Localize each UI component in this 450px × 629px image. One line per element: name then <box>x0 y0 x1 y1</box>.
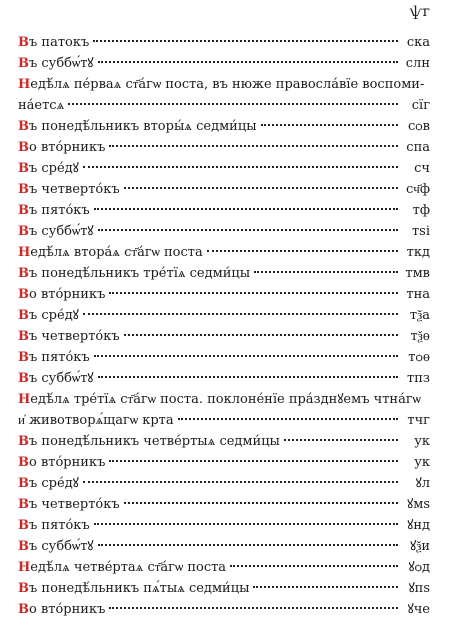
page-number: тчг <box>407 413 430 428</box>
dot-leader <box>83 481 398 483</box>
toc-entry <box>18 580 430 600</box>
entry-title-text: ъ понедѣ́льникъ тре́тїѧ седми́цы <box>29 266 251 281</box>
dot-leader <box>254 271 398 273</box>
entry-title-text: ъ патокъ <box>29 35 90 50</box>
entry-title <box>18 34 89 52</box>
toc-entry <box>18 160 430 180</box>
initial-letter: Н <box>18 245 31 260</box>
toc-entry <box>18 517 430 537</box>
toc-entry <box>18 265 430 285</box>
entry-title <box>18 601 105 619</box>
entry-title-text: едѣ́лѧ четве́ртаѧ ст҃а́гѡ поста <box>30 560 227 575</box>
page-number: тѕі <box>411 224 430 239</box>
initial-letter: В <box>18 203 29 218</box>
dot-leader <box>93 40 398 42</box>
dot-leader <box>94 523 398 525</box>
dot-leader <box>98 376 398 378</box>
entry-title <box>18 559 226 577</box>
toc-entry <box>18 223 430 243</box>
toc-entry-line <box>18 391 430 411</box>
entry-title <box>18 202 90 220</box>
entry-title <box>18 118 257 136</box>
initial-letter: Н <box>18 392 31 407</box>
entry-title <box>18 580 249 598</box>
initial-letter: В <box>18 371 29 386</box>
entry-title-text: ъ пято́къ <box>29 518 90 533</box>
entry-title-text: ъ пято́къ <box>29 203 90 218</box>
toc-entry <box>18 328 430 348</box>
table-of-contents <box>18 34 430 622</box>
initial-letter: В <box>18 518 29 533</box>
page-number: ꙋл <box>415 476 430 491</box>
toc-entry-line <box>18 76 430 96</box>
entry-title <box>18 223 94 241</box>
initial-letter: В <box>18 455 29 470</box>
page-number: ска <box>406 35 430 50</box>
toc-entry <box>18 538 430 558</box>
entry-title-continuation: на́етсѧ <box>18 98 65 113</box>
entry-title <box>18 433 280 451</box>
initial-letter: В <box>18 497 29 512</box>
page-number: ꙋѻд <box>408 560 430 575</box>
initial-letter: В <box>18 56 29 71</box>
entry-title <box>18 517 90 535</box>
entry-title-text: о вто́рникъ <box>29 287 106 302</box>
page-number: тна <box>406 287 430 302</box>
entry-title <box>18 307 79 325</box>
page-number: слн <box>405 56 430 71</box>
dot-leader <box>124 334 398 336</box>
page-number: тѯѳ <box>410 329 430 344</box>
page-number: ткд <box>406 245 430 260</box>
dot-leader <box>253 586 398 588</box>
initial-letter: В <box>18 119 29 134</box>
entry-title <box>18 181 120 199</box>
toc-entry <box>18 55 430 75</box>
entry-title-text: ъ сре́дꙋ <box>29 161 79 176</box>
dot-leader <box>284 439 398 441</box>
toc-entry <box>18 97 430 117</box>
initial-letter: В <box>18 476 29 491</box>
dot-leader <box>94 208 398 210</box>
entry-title <box>18 349 90 367</box>
entry-title-text: ъ сре́дꙋ <box>29 476 79 491</box>
page-number: ꙋмѕ <box>407 497 430 512</box>
page-number: ꙋпѕ <box>408 581 430 596</box>
entry-title-text: ъ понедѣ́льникъ вторы́ѧ седми́цы <box>29 119 257 134</box>
page-number: ꙋѯи <box>410 539 430 554</box>
toc-entry <box>18 139 430 159</box>
dot-leader <box>83 313 398 315</box>
entry-title-text: ъ суббѡ́тꙋ <box>29 224 94 239</box>
toc-entry <box>18 601 430 621</box>
entry-title <box>18 265 250 283</box>
entry-title <box>18 286 105 304</box>
dot-leader <box>98 61 398 63</box>
dot-leader <box>94 355 398 357</box>
initial-letter: В <box>18 140 29 155</box>
entry-title-text: о вто́рникъ <box>29 602 106 617</box>
initial-letter: В <box>18 308 29 323</box>
initial-letter: В <box>18 161 29 176</box>
entry-title-text: ъ понедѣ́льникъ четве́ртыѧ седми́цы <box>29 434 280 449</box>
toc-entry <box>18 118 430 138</box>
entry-title-text: ъ четверто́къ <box>29 497 120 512</box>
dot-leader <box>207 250 398 252</box>
entry-title-text: ъ понедѣ́льникъ пѧ́тыѧ седми́цы <box>29 581 250 596</box>
page-number: ꙋче <box>407 602 430 617</box>
toc-entry <box>18 412 430 432</box>
dot-leader <box>178 418 398 420</box>
initial-letter: Н <box>18 560 31 575</box>
entry-title: едѣ́лѧ пе́рваѧ ст҃а́гѡ поста, въ нюже правосла́вїе воспоми- <box>30 77 425 92</box>
initial-letter: В <box>18 581 29 596</box>
entry-title-text: о вто́рникъ <box>29 455 106 470</box>
initial-letter: В <box>18 224 29 239</box>
initial-letter: Н <box>18 77 31 92</box>
entry-title-text: ъ суббѡ́тꙋ <box>29 56 94 71</box>
page-number: сч <box>414 161 430 176</box>
dot-leader <box>261 124 398 126</box>
entry-title <box>18 538 94 556</box>
entry-title-text: ъ пято́къ <box>29 350 90 365</box>
initial-letter: В <box>18 539 29 554</box>
dot-leader <box>98 544 398 546</box>
entry-title-text: едѣ́лѧ втора́ѧ ст҃а́гѡ поста <box>30 245 203 260</box>
initial-letter: В <box>18 350 29 365</box>
toc-entry <box>18 370 430 390</box>
dot-leader <box>98 229 398 231</box>
toc-entry <box>18 34 430 54</box>
page-number: спа <box>406 140 430 155</box>
initial-letter: В <box>18 266 29 281</box>
initial-letter: В <box>18 329 29 344</box>
page-number: ꙋнд <box>407 518 430 533</box>
entry-title-text: о вто́рникъ <box>29 140 106 155</box>
toc-entry <box>18 496 430 516</box>
dot-leader <box>109 607 398 609</box>
entry-title-continuation: и҆ животворѧ́щагѡ крта <box>18 413 174 428</box>
toc-entry <box>18 244 430 264</box>
page-number: сѻв <box>408 119 430 134</box>
entry-title <box>18 496 120 514</box>
toc-entry <box>18 559 430 579</box>
entry-title <box>18 454 105 472</box>
entry-title-text: ъ четверто́къ <box>29 329 120 344</box>
page-number: тпз <box>407 371 430 386</box>
page-folio: ѱг <box>410 4 430 20</box>
toc-entry <box>18 307 430 327</box>
entry-title <box>18 55 94 73</box>
dot-leader <box>109 145 398 147</box>
toc-entry <box>18 286 430 306</box>
entry-title: едѣ́лѧ тре́тїѧ ст҃а́гѡ поста. поклоне́нїе пра́зднꙋемъ чтна́гѡ <box>30 392 421 407</box>
page-number: ук <box>414 434 430 449</box>
entry-title <box>18 160 79 178</box>
dot-leader <box>124 502 398 504</box>
entry-title-text: ъ сре́дꙋ <box>29 308 79 323</box>
toc-entry <box>18 433 430 453</box>
page-number: ук <box>414 455 430 470</box>
initial-letter: В <box>18 434 29 449</box>
toc-entry <box>18 475 430 495</box>
page-number: сч҃ф <box>406 182 430 197</box>
entry-title <box>18 139 105 157</box>
page-number: тѻѳ <box>408 350 430 365</box>
page-number: тѯа <box>409 308 430 323</box>
entry-title <box>18 244 203 262</box>
page-number: тмв <box>405 266 430 281</box>
dot-leader <box>109 292 398 294</box>
toc-entry <box>18 349 430 369</box>
dot-leader <box>68 103 398 105</box>
toc-entry <box>18 181 430 201</box>
dot-leader <box>109 460 398 462</box>
page-number: тф <box>412 203 430 218</box>
dot-leader <box>124 187 398 189</box>
entry-title-text: ъ суббѡ́тꙋ <box>29 539 94 554</box>
entry-title-text: ъ суббѡ́тꙋ <box>29 371 94 386</box>
entry-title <box>18 475 79 493</box>
entry-title-text: ъ четверто́къ <box>29 182 120 197</box>
initial-letter: В <box>18 182 29 197</box>
toc-entry <box>18 454 430 474</box>
initial-letter: В <box>18 287 29 302</box>
entry-title <box>18 328 120 346</box>
page-number: сїг <box>411 98 430 113</box>
initial-letter: В <box>18 35 29 50</box>
dot-leader <box>230 565 398 567</box>
initial-letter: В <box>18 602 29 617</box>
entry-title <box>18 370 94 388</box>
dot-leader <box>83 166 398 168</box>
toc-entry <box>18 202 430 222</box>
